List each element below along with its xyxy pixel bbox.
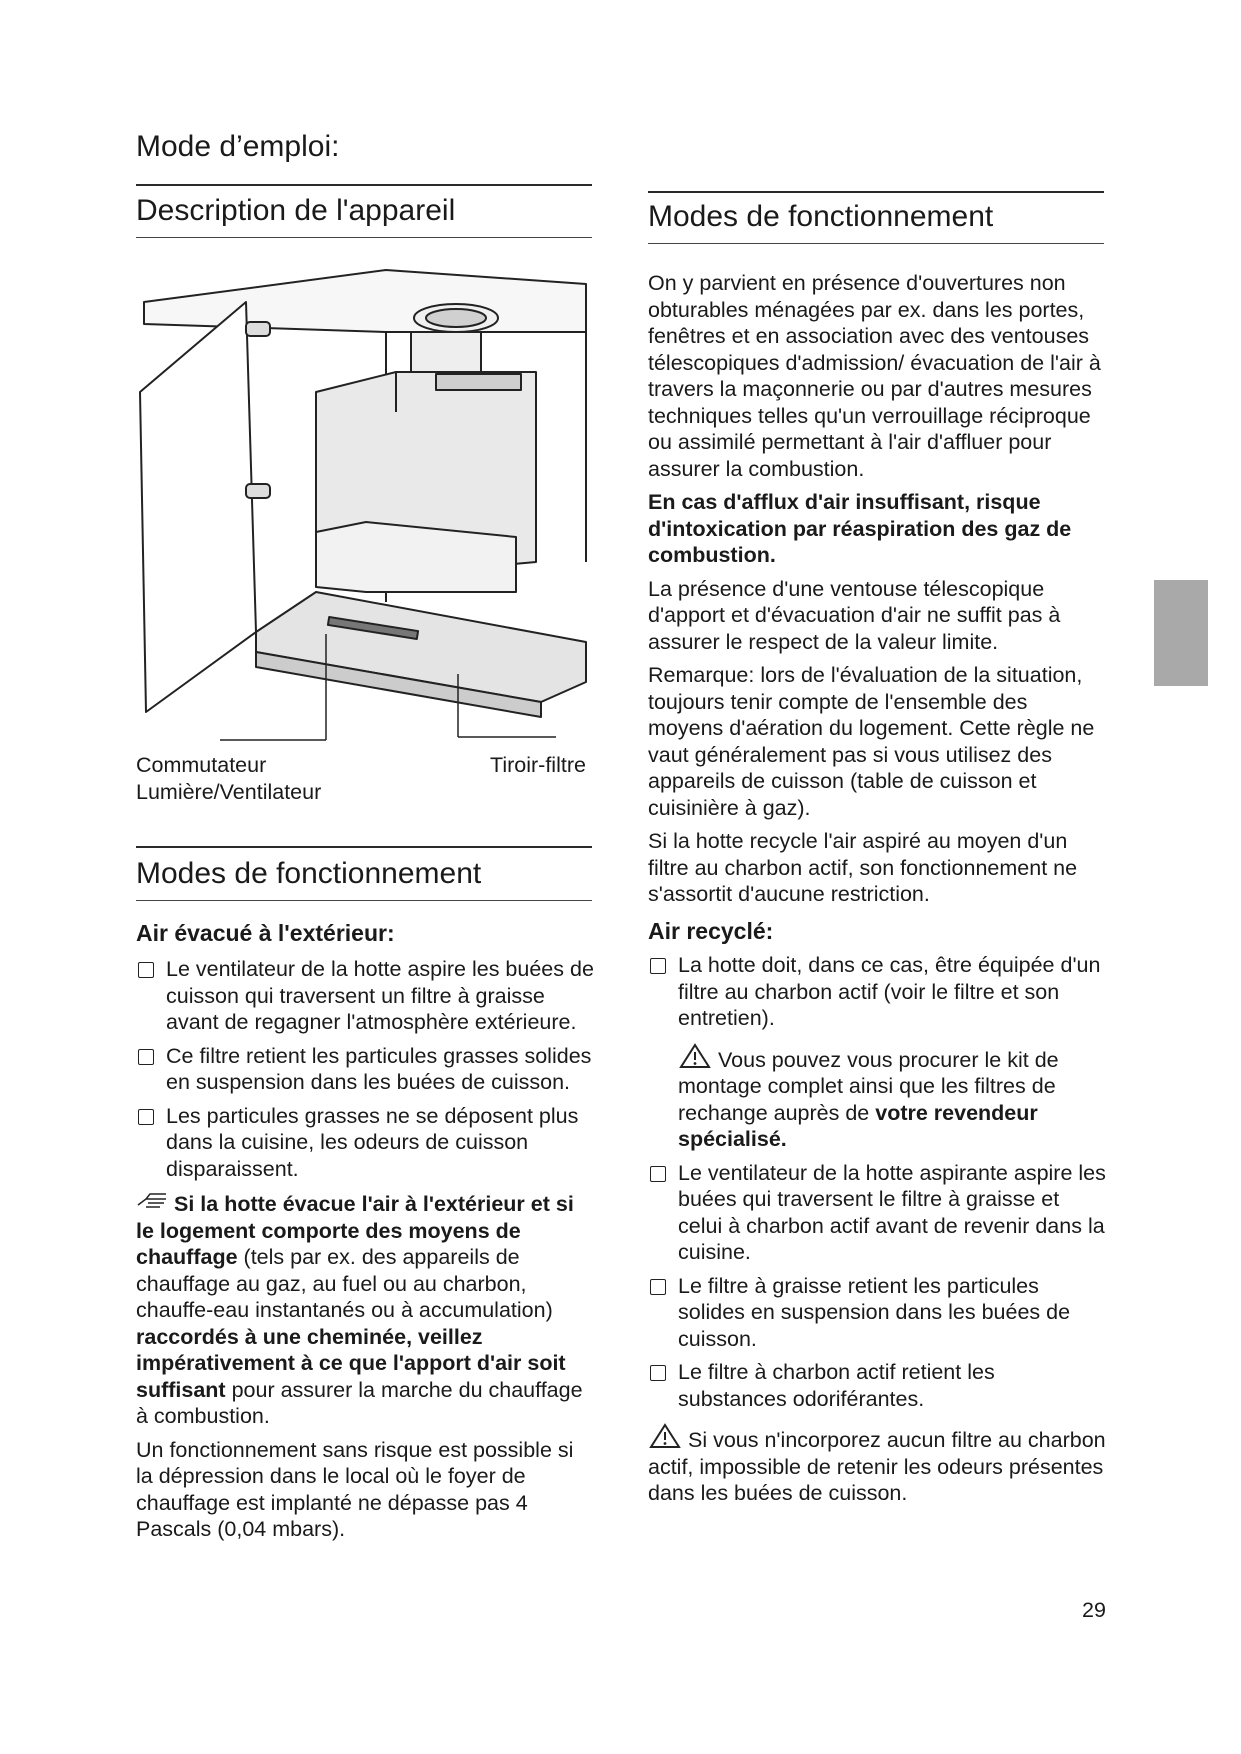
section-tab-marker — [1154, 580, 1208, 686]
section-title-modes-right: Modes de fonctionnement — [648, 200, 994, 233]
label-switch-line2: Lumière/Ventilateur — [136, 779, 322, 804]
section-title-description: Description de l'appareil — [136, 194, 456, 227]
label-switch-line1: Commutateur — [136, 753, 267, 777]
checkbox-icon — [650, 1365, 666, 1381]
checkbox-icon — [650, 1279, 666, 1295]
section-title-modes-left: Modes de fonctionnement — [136, 857, 482, 890]
label-switch — [136, 752, 321, 805]
danger-warning: En cas d'afflux d'air insuffisant, risque d'intoxication par réaspiration des gaz de combustion. — [648, 490, 1072, 567]
pointing-hand-icon — [136, 1189, 170, 1209]
list-item: La hotte doit, dans ce cas, être équipée d'un filtre au charbon actif (voir le filtre et son entretien). — [648, 952, 1108, 1032]
section-rule-bottom — [136, 900, 592, 901]
left-body — [136, 956, 596, 1550]
kit-notice: Vous pouvez vous procurer le kit de montage complet ainsi que les filtres de rechange auprès de votre revendeur spécialisé. — [648, 1042, 1108, 1153]
checkbox-icon — [138, 1109, 154, 1125]
paragraph: Si la hotte recycle l'air aspiré au moyen d'un filtre au charbon actif, son fonctionnement ne s'assortit d'aucune restriction. — [648, 829, 1078, 906]
checkbox-icon — [650, 958, 666, 974]
list-item: Les particules grasses ne se déposent plus dans la cuisine, les odeurs de cuisson disparaissent. — [136, 1103, 596, 1183]
checkbox-icon — [138, 1049, 154, 1065]
section-rule-top — [136, 846, 592, 848]
paragraph: La présence d'une ventouse télescopique d'apport et d'évacuation d'air ne suffit pas à assurer le respect de la valeur limite. — [648, 576, 1061, 654]
heading-recycle: Air recyclé: — [648, 917, 774, 944]
checkbox-icon — [138, 962, 154, 978]
list-item: Le ventilateur de la hotte aspire les buées de cuisson qui traversent un filtre à graisse avant de regagner l'atmosphère extérieure. — [136, 956, 596, 1036]
section-rule-top — [136, 184, 592, 186]
paragraph: On y parvient en présence d'ouvertures non obturables ménagées par ex. dans les portes, fenêtres et en association avec des ventouses télescopiques d'admission/ évacuation de l'air à travers la maçonnerie ou par d'autres mesures techniques telles qu'un verrouillage réciproque ou assimilé permettant à l'air d'affluer pour assurer la combustion. — [648, 271, 1101, 481]
doc-title: Mode d’emploi: — [136, 130, 340, 163]
heating-note: Si la hotte évacue l'air à l'extérieur et si le logement comporte des moyens de chauffage (tels par ex. des appareils de chauffage au gaz, au fuel ou au charbon, chauffe-eau instantanés ou à accumulation) raccordés à une cheminée, veillez impérativement à ce que l'apport d'air soit suffisant pour assurer la marche du chauffage à combustion. — [136, 1189, 596, 1430]
checkbox-icon — [650, 1166, 666, 1182]
list-item: Ce filtre retient les particules grasses solides en suspension dans les buées de cuisson. — [136, 1043, 596, 1096]
pressure-paragraph: Un fonctionnement sans risque est possible si la dépression dans le local où le foyer de chauffage est implanté ne dépasse pas 4 Pascals (0,04 mbars). — [136, 1437, 574, 1541]
warning-triangle-icon — [648, 1422, 682, 1450]
paragraph: Remarque: lors de l'évaluation de la situation, toujours tenir compte de l'ensemble des moyens d'aération du logement. Cette règle ne vaut généralement pas si vous utilisez des appareils de cuisson (table de cuisson et cuisinière à gaz). — [648, 663, 1095, 820]
heading-exhaust: Air évacué à l'extérieur: — [136, 920, 395, 946]
section-rule-bottom — [648, 243, 1104, 244]
section-rule-top — [648, 191, 1104, 193]
section-rule-bottom — [136, 237, 592, 238]
list-item: Le ventilateur de la hotte aspirante aspire les buées qui traversent le filtre à graisse et celui à charbon actif avant de revenir dans la cuisine. — [648, 1160, 1108, 1266]
range-hood-illustration — [136, 262, 596, 752]
list-item: Le filtre à charbon actif retient les substances odoriférantes. — [648, 1359, 1108, 1412]
right-body — [648, 270, 1108, 1514]
label-drawer: Tiroir-filtre — [490, 753, 586, 777]
list-item: Le filtre à graisse retient les particules solides en suspension dans les buées de cuisson. — [648, 1273, 1108, 1353]
page-number: 29 — [1082, 1598, 1106, 1622]
warning-triangle-icon — [678, 1042, 712, 1070]
filter-warning: Si vous n'incorporez aucun filtre au charbon actif, impossible de retenir les odeurs présentes dans les buées de cuisson. — [648, 1422, 1108, 1507]
